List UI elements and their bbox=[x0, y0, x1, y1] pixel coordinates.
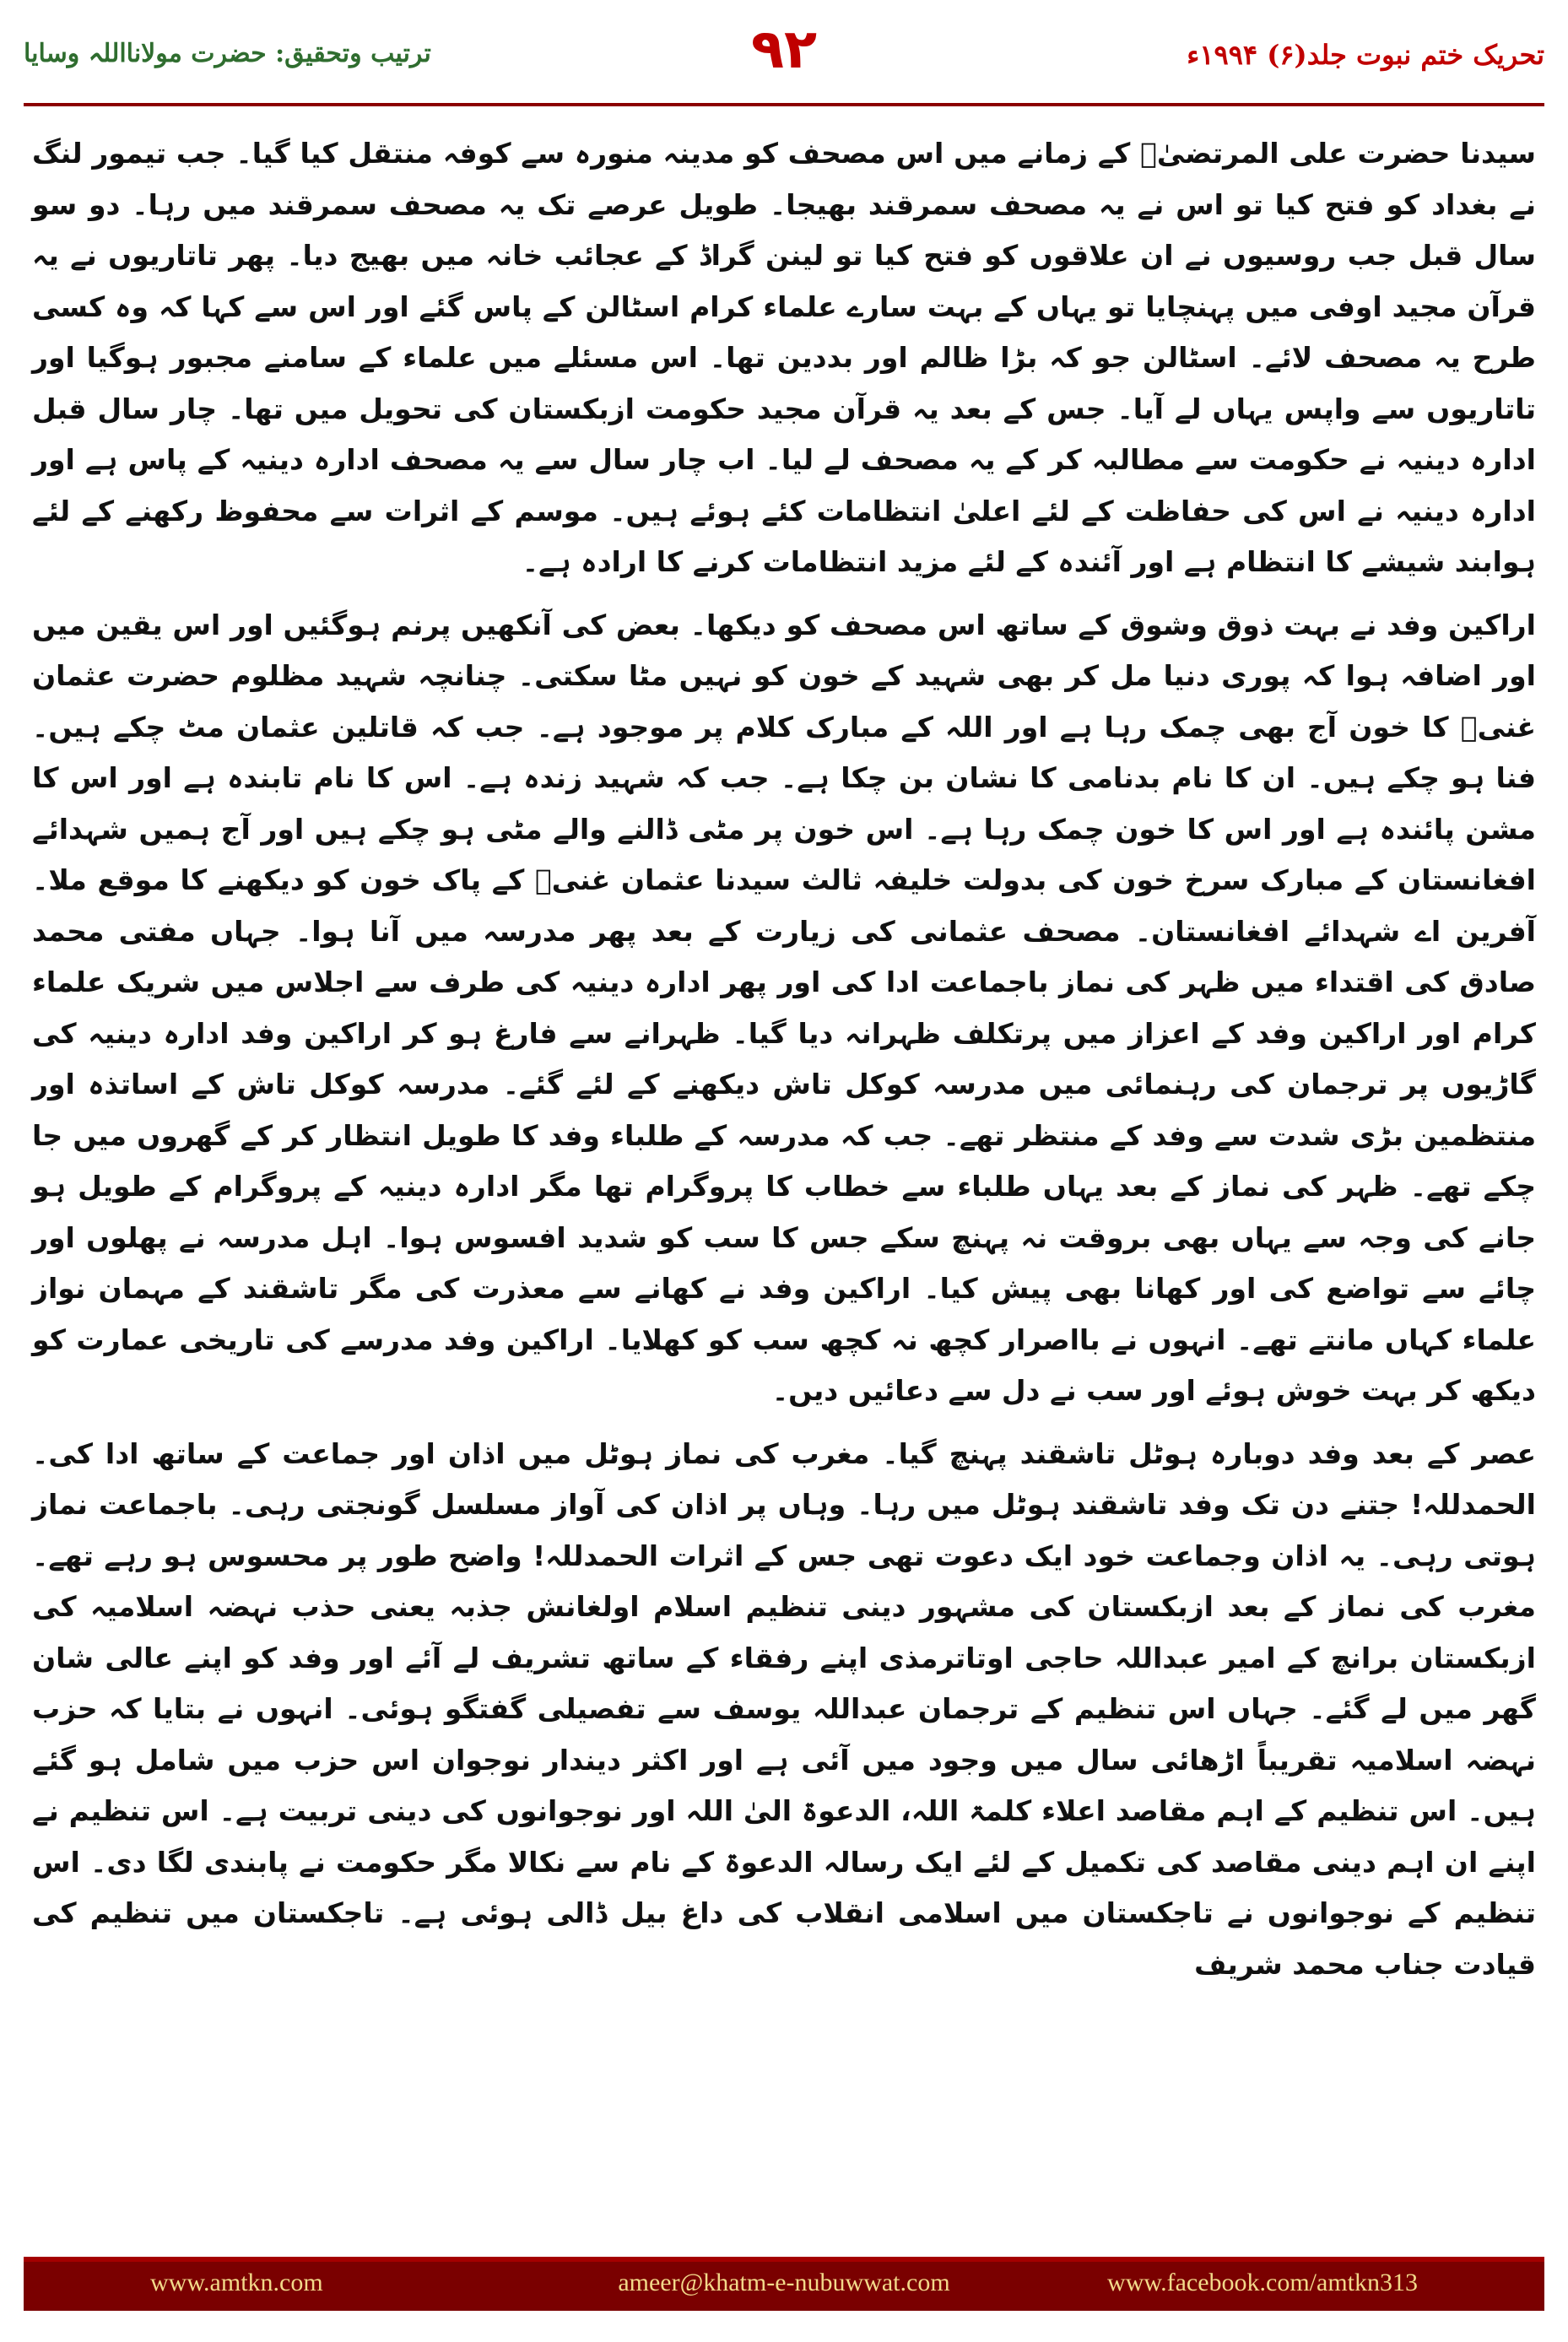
website-link[interactable]: www.amtkn.com bbox=[150, 2269, 323, 2296]
page-body bbox=[32, 128, 1536, 2002]
book-title: تحریک ختم نبوت جلد(۶) ۱۹۹۴ء bbox=[1187, 39, 1544, 71]
compiler-credit: ترتیب وتحقیق: حضرت مولانااللہ وسایا bbox=[24, 39, 431, 68]
facebook-link[interactable]: www.facebook.com/amtkn313 bbox=[1107, 2269, 1418, 2296]
page-header bbox=[24, 15, 1544, 100]
email-link[interactable]: ameer@khatm-e-nubuwwat.com bbox=[618, 2269, 950, 2296]
paragraph: اراکین وفد نے بہت ذوق وشوق کے ساتھ اس مصحف کو دیکھا۔ بعض کی آنکھیں پرنم ہوگئیں اور اس یقین میں اور اضافہ ہوا کہ پوری دنیا مل کر بھی شہید کے خون کو نہیں مٹا سکتی۔ چنانچہ شہید مظلوم حضرت عثمان غنیؓ کا خون آج بھی چمک رہا ہے اور اللہ کے مبارک کلام پر موجود ہے۔ جب کہ قاتلین عثمان مٹ چکے ہیں۔ فنا ہو چکے ہیں۔ ان کا نام بدنامی کا نشان بن چکا ہے۔ جب کہ شہید زندہ ہے۔ اس کا نام تابندہ ہے اور اس کا مشن پائندہ ہے اور اس کا خون چمک رہا ہے۔ اس خون پر مٹی ڈالنے والے مٹی ہو چکے ہیں اور آج ہمیں شہدائے افغانستان کے مبارک سرخ خون کی بدولت خلیفہ ثالث سیدنا عثمان غنیؓ کے پاک خون کو دیکھنے کا موقع ملا۔ آفرین اے شہدائے افغانستان۔ مصحف عثمانی کی زیارت کے بعد پھر مدرسہ میں آنا ہوا۔ جہاں مفتی محمد صادق کی اقتداء میں ظہر کی نماز باجماعت ادا کی اور پھر ادارہ دینیہ کی طرف سے اجلاس میں شریک علماء کرام اور اراکین وفد کے اعزاز میں پرتکلف ظہرانہ دیا گیا۔ ظہرانے سے فارغ ہو کر اراکین وفد ادارہ دینیہ کی گاڑیوں پر ترجمان کی رہنمائی میں مدرسہ کوکل تاش دیکھنے کے لئے گئے۔ مدرسہ کوکل تاش کے اساتذہ اور منتظمین بڑی شدت سے وفد کے منتظر تھے۔ جب کہ مدرسہ کے طلباء وفد کا طویل انتظار کر کے گھروں میں جا چکے تھے۔ ظہر کی نماز کے بعد یہاں طلباء سے خطاب کا پروگرام تھا مگر ادارہ دینیہ کے پروگرام کے طویل ہو جانے کی وجہ سے یہاں بھی بروقت نہ پہنچ سکے جس کا سب کو شدید افسوس ہوا۔ اہل مدرسہ نے پھلوں اور چائے سے تواضع کی اور کھانا بھی پیش کیا۔ اراکین وفد نے کھانے سے معذرت کی مگر تاشقند کے مہمان نواز علماء کہاں مانتے تھے۔ انہوں نے بااصرار کچھ نہ کچھ سب کو کھلایا۔ اراکین وفد مدرسے کی تاریخی عمارت کو دیکھ کر بہت خوش ہوئے اور سب نے دل سے دعائیں دیں۔ bbox=[32, 608, 1536, 1407]
paragraph: عصر کے بعد وفد دوبارہ ہوٹل تاشقند پہنچ گیا۔ مغرب کی نماز ہوٹل میں اذان اور جماعت کے ساتھ ادا کی۔ الحمدللہ! جتنے دن تک وفد تاشقند ہوٹل میں رہا۔ وہاں پر اذان کی آواز مسلسل گونجتی رہی۔ باجماعت نماز ہوتی رہی۔ یہ اذان وجماعت خود ایک دعوت تھی جس کے اثرات الحمدللہ! واضح طور پر محسوس ہو رہے تھے۔ مغرب کی نماز کے بعد ازبکستان کی مشہور دینی تنظیم اسلام اولغانش جذبہ یعنی حذب نہضہ اسلامیہ کی ازبکستان برانچ کے امیر عبداللہ حاجی اوتاترمذی اپنے رفقاء کے ساتھ تشریف لے آئے اور وفد کو اپنے عالی شان گھر میں لے گئے۔ جہاں اس تنظیم کے ترجمان عبداللہ یوسف سے تفصیلی گفتگو ہوئی۔ انہوں نے بتایا کہ حزب نہضہ اسلامیہ تقریباً اڑھائی سال میں وجود میں آئی ہے اور اکثر دیندار نوجوان اس حزب میں شامل ہو گئے ہیں۔ اس تنظیم کے اہم مقاصد اعلاء کلمۃ اللہ، الدعوۃ الیٰ اللہ اور نوجوانوں کی دینی تربیت ہے۔ اس تنظیم نے اپنے ان اہم دینی مقاصد کی تکمیل کے لئے ایک رسالہ الدعوۃ کے نام سے نکالا مگر حکومت نے پابندی لگا دی۔ اس تنظیم کے نوجوانوں نے تاجکستان میں اسلامی انقلاب کی داغ بیل ڈالی ہوئی ہے۔ تاجکستان میں تنظیم کی قیادت جناب محمد شریف bbox=[32, 1436, 1536, 1981]
paragraph: سیدنا حضرت علی المرتضیٰؓ کے زمانے میں اس مصحف کو مدینہ منورہ سے کوفہ منتقل کیا گیا۔ جب تیمور لنگ نے بغداد کو فتح کیا تو اس نے یہ مصحف سمرقند بھیجا۔ طویل عرصے تک یہ مصحف سمرقند میں رہا۔ دو سو سال قبل جب روسیوں نے ان علاقوں کو فتح کیا تو لینن گراڈ کے عجائب خانہ میں بھیج دیا۔ پھر تاتاریوں نے یہ قرآن مجید اوفی میں پہنچایا تو یہاں کے بہت سارے علماء کرام اسٹالن کے پاس گئے اور اس سے کہا کہ وہ کسی طرح یہ مصحف لائے۔ اسٹالن جو کہ بڑا ظالم اور بددین تھا۔ اس مسئلے میں علماء کے سامنے مجبور ہوگیا اور تاتاریوں سے واپس یہاں لے آیا۔ جس کے بعد یہ قرآن مجید حکومت ازبکستان کی تحویل میں تھا۔ چار سال قبل ادارہ دینیہ نے حکومت سے مطالبہ کر کے یہ مصحف لے لیا۔ اب چار سال سے یہ مصحف ادارہ دینیہ کے پاس ہے اور ادارہ دینیہ نے اس کی حفاظت کے لئے اعلیٰ انتظامات کئے ہوئے ہیں۔ موسم کے اثرات سے محفوظ رکھنے کے لئے ہوابند شیشے کا انتظام ہے اور آئندہ کے لئے مزید انتظامات کرنے کا ارادہ ہے۔ bbox=[32, 137, 1536, 578]
page-footer bbox=[24, 2257, 1544, 2311]
header-divider bbox=[24, 103, 1544, 106]
page-number: ۹۲ bbox=[750, 19, 818, 81]
